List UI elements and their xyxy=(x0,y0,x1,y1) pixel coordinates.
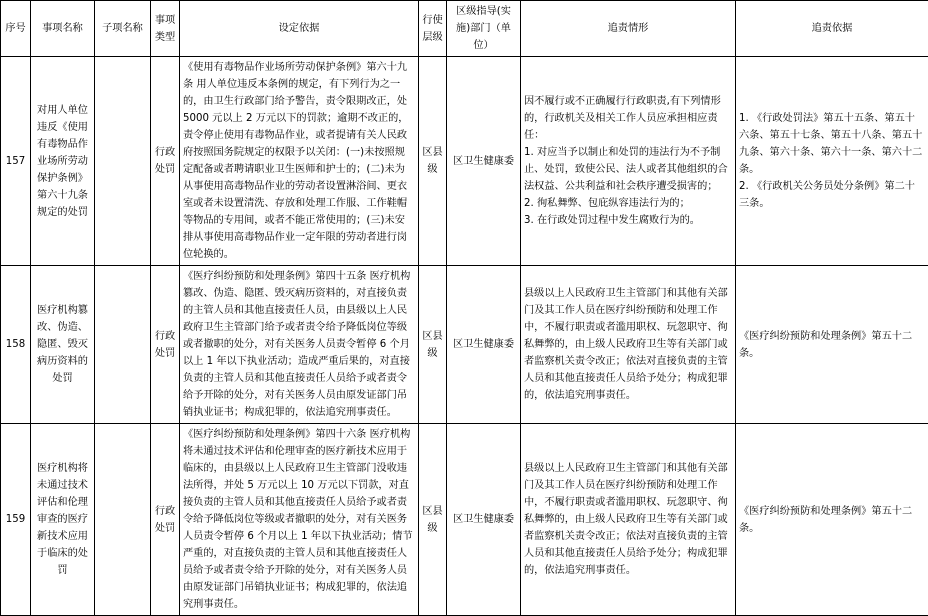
row-item: 医疗机构篡改、伪造、隐匿、毁灭病历资料的处罚 xyxy=(31,266,95,424)
row-seq: 157 xyxy=(1,57,31,266)
table-row xyxy=(1,424,928,616)
row-accountability: 《医疗纠纷预防和处理条例》第五十二条。 xyxy=(736,424,928,616)
row-basis: 《医疗纠纷预防和处理条例》第四十六条 医疗机构将未通过技术评估和伦理审查的医疗新技术应用于临床的，由县级以上人民政府卫生主管部门没收违法所得，并处 5 万元以上 10 万元以下罚款，对直接负责的主管人员和其他直接责任人员给予或者责令给予降低岗位等级或者撤职的处分，对有关医务人员责令暂停 6 个月以上 1 年以下执业活动；情节严重的，对直接负责的主管人员和其他直接责任人员给予或者责令给予开除的处分，对有关医务人员由原发证部门吊销执业证书；构成犯罪的，依法追究刑事责任。 xyxy=(180,424,419,616)
header-basis: 设定依据 xyxy=(180,1,419,57)
row-dept: 区卫生健康委 xyxy=(447,424,521,616)
header-subitem: 子项名称 xyxy=(95,1,151,57)
row-level: 区县级 xyxy=(419,424,447,616)
row-situation: 因不履行或不正确履行行政职责,有下列情形的，行政机关及相关工作人员应承担相应责任： 1. 对应当予以制止和处罚的违法行为不予制止、处罚，致使公民、法人或者其他组织的合法权益、公共利益和社会秩序遭受损害的； 2. 徇私舞弊、包庇纵容违法行为的； 3. 在行政处罚过程中发生腐败行为的。 xyxy=(521,57,736,266)
row-subitem xyxy=(95,57,151,266)
header-seq: 序号 xyxy=(1,1,31,57)
row-subitem xyxy=(95,424,151,616)
row-accountability: 《医疗纠纷预防和处理条例》第五十二条。 xyxy=(736,266,928,424)
row-accountability: 1. 《行政处罚法》第五十五条、第五十六条、第五十七条、第五十八条、第五十九条、第六十条、第六十一条、第六十二条。 2. 《行政机关公务员处分条例》第二十三条。 xyxy=(736,57,928,266)
row-type: 行政处罚 xyxy=(151,266,180,424)
row-seq: 159 xyxy=(1,424,31,616)
row-level: 区县级 xyxy=(419,266,447,424)
row-type: 行政处罚 xyxy=(151,57,180,266)
header-situation: 追责情形 xyxy=(521,1,736,57)
row-situation: 县级以上人民政府卫生主管部门和其他有关部门及其工作人员在医疗纠纷预防和处理工作中，不履行职责或者滥用职权、玩忽职守、徇私舞弊的，由上级人民政府卫生等有关部门或者监察机关责令改正；依法对直接负责的主管人员和其他直接责任人员给予处分；构成犯罪的，依法追究刑事责任。 xyxy=(521,424,736,616)
row-basis: 《医疗纠纷预防和处理条例》第四十五条 医疗机构篡改、伪造、隐匿、毁灭病历资料的，对直接负责的主管人员和其他直接责任人员，由县级以上人民政府卫生主管部门给予或者责令给予降低岗位等级或者撤职的处分，对有关医务人员责令暂停 6 个月以上 1 年以下执业活动；造成严重后果的，对直接负责的主管人员和其他直接责任人员给予或者责令给予开除的处分，对有关医务人员由原发证部门吊销执业证书；构成犯罪的，依法追究刑事责任。 xyxy=(180,266,419,424)
table-row xyxy=(1,57,928,266)
table-row xyxy=(1,266,928,424)
row-level: 区县级 xyxy=(419,57,447,266)
row-type: 行政处罚 xyxy=(151,424,180,616)
row-seq: 158 xyxy=(1,266,31,424)
row-item: 对用人单位违反《使用有毒物品作业场所劳动保护条例》第六十九条规定的处罚 xyxy=(31,57,95,266)
header-type: 事项类型 xyxy=(151,1,180,57)
row-dept: 区卫生健康委 xyxy=(447,57,521,266)
header-row xyxy=(1,1,928,57)
header-item: 事项名称 xyxy=(31,1,95,57)
row-basis: 《使用有毒物品作业场所劳动保护条例》第六十九条 用人单位违反本条例的规定，有下列行为之一的，由卫生行政部门给予警告，责令限期改正，处 5000 元以上 2 万元以下的罚款；逾期不改正的，责令停止使用有毒物品作业，或者提请有关人民政府按照国务院规定的权限予以关闭：(一)未按照规定配备或者聘请职业卫生医师和护士的；(二)未为从事使用高毒物品作业的劳动者设置淋浴间、更衣室或者未设置清洗、存放和处理工作服、工作鞋帽等物品的专用间，或者不能正常使用的；(三)未安排从事使用高毒物品作业一定年限的劳动者进行岗位轮换的。 xyxy=(180,57,419,266)
header-dept: 区级指导(实施)部门（单位） xyxy=(447,1,521,57)
row-subitem xyxy=(95,266,151,424)
header-accountability: 追责依据 xyxy=(736,1,928,57)
row-dept: 区卫生健康委 xyxy=(447,266,521,424)
row-situation: 县级以上人民政府卫生主管部门和其他有关部门及其工作人员在医疗纠纷预防和处理工作中，不履行职责或者滥用职权、玩忽职守、徇私舞弊的，由上级人民政府卫生等有关部门或者监察机关责令改正；依法对直接负责的主管人员和其他直接责任人员给予处分；构成犯罪的，依法追究刑事责任。 xyxy=(521,266,736,424)
header-level: 行使层级 xyxy=(419,1,447,57)
row-item: 医疗机构将未通过技术评估和伦理审查的医疗新技术应用于临床的处罚 xyxy=(31,424,95,616)
